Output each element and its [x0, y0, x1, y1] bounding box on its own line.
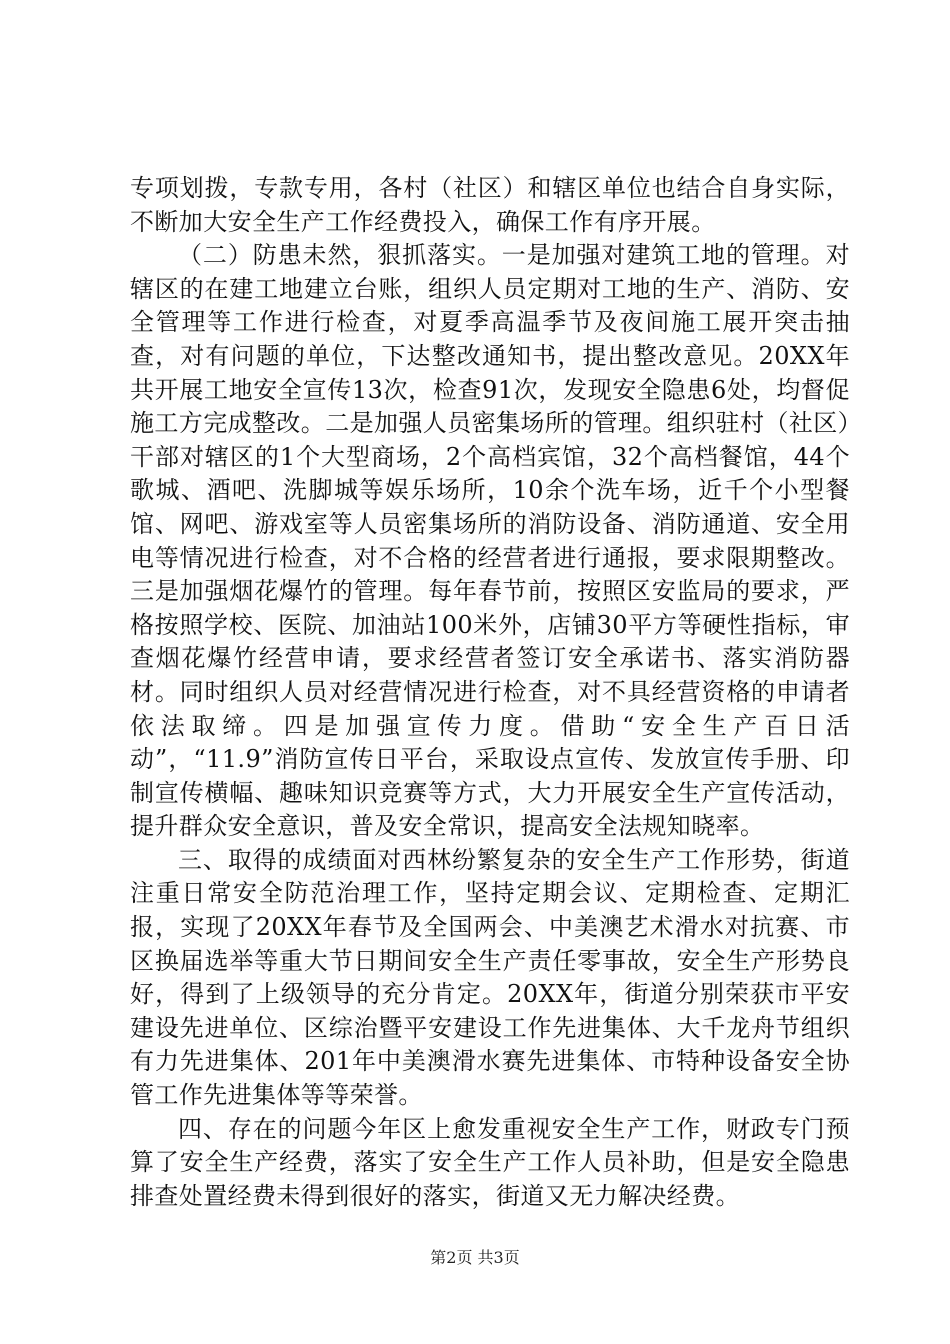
paragraph-1: 专项划拨，专款专用，各村（社区）和辖区单位也结合自身实际，不断加大安全生产工作经费投入，确保工作有序开展。 — [130, 174, 850, 236]
page-footer: 第2页 共3页 — [430, 1248, 520, 1267]
paragraph-3: 三、取得的成绩面对西林纷繁复杂的安全生产工作形势，街道注重日常安全防范治理工作，坚持定期会议、定期检查、定期汇报，实现了20XX年春节及全国两会、中美澳艺术滑水对抗赛、市区换届选举等重大节日期间安全生产责任零事故，安全生产形势良好，得到了上级领导的充分肯定。20XX年，街道分别荣获市平安建设先进单位、区综治暨平安建设工作先进集体、大千龙舟节组织有力先进集体、201年中美澳滑水赛先进集体、市特种设备安全协管工作先进集体等等荣誉。 — [130, 845, 850, 1110]
paragraph-2: （二）防患未然，狠抓落实。一是加强对建筑工地的管理。对辖区的在建工地建立台账，组织人员定期对工地的生产、消防、安全管理等工作进行检查，对夏季高温季节及夜间施工展开突击抽查，对有问题的单位，下达整改通知书，提出整改意见。20XX年共开展工地安全宣传13次，检查91次，发现安全隐患6处，均督促施工方完成整改。二是加强人员密集场所的管理。组织驻村（社区）干部对辖区的1个大型商场，2个高档宾馆，32个高档餐馆，44个歌城、酒吧、洗脚城等娱乐场所，10余个洗车场，近千个小型餐馆、网吧、游戏室等人员密集场所的消防设备、消防通道、安全用电等情况进行检查，对不合格的经营者进行通报，要求限期整改。三是加强烟花爆竹的管理。每年春节前，按照区安监局的要求，严格按照学校、医院、加油站100米外，店铺30平方等硬性指标，审查烟花爆竹经营申请，要求经营者签订安全承诺书、落实消防器材。同时组织人员对经营情况进行检查，对不具经营资格的申请者依法取缔。四是加强宣传力度。借助“安全生产百日活动”，“11.9”消防宣传日平台，采取设点宣传、发放宣传手册、印制宣传横幅、趣味知识竞赛等方式，大力开展安全生产宣传活动，提升群众安全意识，普及安全常识，提高安全法规知晓率。 — [130, 241, 850, 841]
paragraph-4: 四、存在的问题今年区上愈发重视安全生产工作，财政专门预算了安全生产经费，落实了安全生产工作人员补助，但是安全隐患排查处置经费未得到很好的落实，街道又无力解决经费。 — [130, 1114, 850, 1210]
document-body — [130, 172, 850, 1213]
